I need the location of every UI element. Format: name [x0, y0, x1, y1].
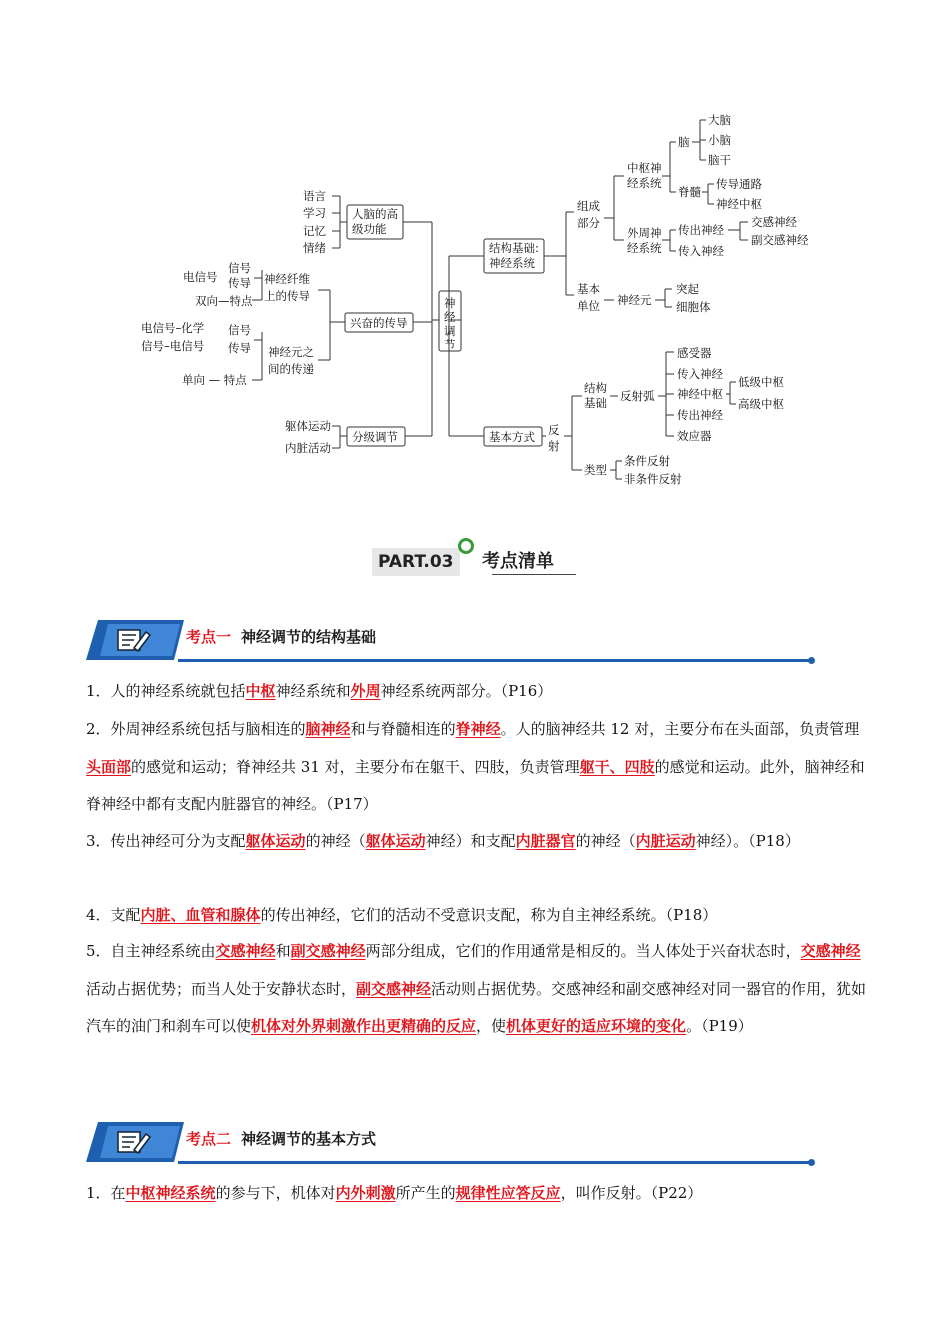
text-run: 的神经（: [575, 832, 636, 850]
higher-item: 情绪: [303, 241, 326, 255]
paragraph-2: [86, 711, 872, 824]
text-run: 神经系统两部分。（P16）: [380, 682, 553, 700]
fiber-label: 上的传导: [264, 289, 310, 303]
part-tag: PART.03: [372, 548, 460, 576]
brain-part: 大脑: [708, 113, 731, 127]
text-run: 神经系统和: [275, 682, 351, 700]
structure-label: 结构基础:: [489, 241, 539, 255]
text-run: 5．自主神经系统由: [86, 942, 216, 960]
text-run: ，叫作反射。（P22）: [560, 1184, 703, 1202]
fiber-label: 神经纤维: [264, 272, 310, 286]
reflex-label: 射: [548, 439, 560, 453]
text-run: 1．人的神经系统就包括: [86, 682, 246, 700]
spinal-part: 传导通路: [716, 177, 762, 191]
arc-part: 传出神经: [677, 408, 723, 422]
section-rule: [178, 659, 810, 662]
key-term: 脑神经: [305, 720, 351, 738]
brain-part: 脑干: [708, 153, 731, 167]
key-term: 中枢: [245, 682, 276, 700]
higher-item: 记忆: [303, 224, 326, 238]
key-term: 躯干、四肢: [579, 757, 655, 776]
section-header: [86, 620, 814, 664]
key-term: 内脏器官: [515, 832, 576, 850]
synapse-left: 单向 — 特点: [182, 373, 247, 387]
synapse-label: 神经元之: [268, 345, 314, 359]
center-char: 节: [444, 338, 456, 352]
key-term: 内脏运动: [635, 832, 696, 850]
efferent-part: 交感神经: [751, 215, 797, 229]
arc-part: 传入神经: [677, 367, 723, 381]
key-term: 副交感神经: [290, 942, 366, 960]
text-run: 活动占据优势；而当人处于安静状态时，: [86, 979, 357, 998]
arc-label: 反射弧: [620, 389, 655, 403]
section-dot: [808, 657, 815, 664]
key-term: 外周: [350, 682, 381, 700]
graded-item: 内脏活动: [285, 441, 331, 455]
text-run: 的感觉和运动。此外，脑神经和脊神经中都有支配内脏器官的神经。（P17）: [86, 757, 865, 813]
synapse-left: 信号–电信号: [141, 339, 205, 353]
fiber-left: 双向—特点: [195, 294, 253, 308]
synapse-left: 电信号–化学: [141, 321, 205, 335]
key-term: 机体更好的适应环境的变化: [506, 1017, 687, 1035]
cns-label: 中枢神: [627, 161, 662, 175]
unit-label: 基本: [577, 282, 600, 296]
graded-label: 分级调节: [352, 430, 398, 444]
graded-item: 躯体运动: [285, 419, 331, 433]
text-run: 和与脊髓相连的: [350, 720, 456, 738]
brain-part: 小脑: [708, 133, 731, 147]
efferent-label: 传出神经: [678, 223, 724, 237]
neuron-part: 突起: [676, 282, 699, 296]
edit-note-icon: [86, 1122, 184, 1162]
center-part: 高级中枢: [738, 397, 784, 411]
part-header: [372, 544, 592, 584]
text-run: 和: [275, 942, 291, 960]
neuron-label: 神经元: [617, 293, 652, 307]
key-term: 躯体运动: [245, 832, 306, 850]
type-item: 非条件反射: [624, 472, 682, 486]
key-term: 机体对外界刺激作出更精确的反应: [251, 1017, 477, 1035]
composition-label: 组成: [577, 199, 600, 213]
center-char: 经: [444, 310, 456, 324]
cns-label: 经系统: [627, 176, 662, 190]
afferent-label: 传入神经: [678, 244, 724, 258]
synapse-mid: 传导: [228, 341, 251, 355]
text-run: 3．传出神经可分为支配: [86, 832, 246, 850]
paragraph-3: [86, 823, 872, 861]
method-label: 基本方式: [489, 430, 535, 444]
key-term: 内外刺激: [335, 1184, 396, 1202]
section-title: [186, 626, 376, 647]
unit-label: 单位: [577, 299, 600, 313]
composition-label: 部分: [577, 216, 600, 230]
center-char: 调: [444, 324, 456, 338]
higher-item: 语言: [303, 189, 326, 203]
synapse-mid: 信号: [228, 323, 251, 337]
text-run: 所产生的: [395, 1184, 456, 1202]
neuron-part: 细胞体: [676, 300, 711, 314]
key-term: 内脏、血管和腺体: [140, 906, 261, 924]
section-key: 考点二: [186, 1130, 232, 1148]
type-item: 条件反射: [624, 454, 670, 468]
efferent-part: 副交感神经: [751, 233, 809, 247]
section-title-text: 神经调节的基本方式: [241, 1130, 377, 1148]
text-run: 1．在: [86, 1184, 126, 1202]
section-dot: [808, 1159, 815, 1166]
fiber-left: 电信号: [183, 270, 218, 284]
text-run: 两部分组成，它们的作用通常是相反的。当人体处于兴奋状态时，: [365, 942, 801, 960]
text-run: 2．外周神经系统包括与脑相连的: [86, 720, 306, 738]
conduction-label: 兴奋的传导: [350, 316, 408, 330]
center-char: 神: [444, 296, 456, 310]
key-term: 躯体运动: [365, 832, 426, 850]
key-term: 中枢神经系统: [125, 1184, 216, 1202]
key-term: 副交感神经: [356, 979, 432, 998]
pns-label: 经系统: [627, 241, 662, 255]
structure-label: 神经系统: [489, 256, 535, 270]
basis-label: 结构: [584, 381, 607, 395]
basis-label: 基础: [584, 396, 607, 410]
section-rule: [178, 1161, 810, 1164]
text-run: ，使: [476, 1017, 507, 1035]
fiber-mid: 传导: [228, 276, 251, 290]
paragraph-reflex-1: [86, 1175, 872, 1213]
higher-item: 学习: [303, 206, 326, 220]
types-label: 类型: [584, 463, 607, 477]
text-run: 活动则占据优势。交感神经和副交感神经对同一器官的作用，犹如汽车的油门和刹车可以使: [86, 979, 867, 1035]
arc-part: 感受器: [677, 346, 712, 360]
reflex-label: 反: [548, 423, 560, 437]
part-underline: [492, 574, 576, 575]
mind-map: [0, 0, 950, 520]
key-term: 规律性应答反应: [455, 1184, 561, 1202]
key-term: 头面部: [86, 757, 132, 776]
section-title-text: 神经调节的结构基础: [241, 628, 377, 646]
text-run: 。（P19）: [686, 1017, 753, 1035]
arc-part: 效应器: [677, 429, 712, 443]
key-term: 交感神经: [800, 942, 861, 960]
higher-box-line: 级功能: [352, 222, 387, 236]
section-key: 考点一: [186, 628, 232, 646]
higher-box-line: 人脑的高: [352, 207, 398, 221]
section-header: [86, 1122, 814, 1166]
text-run: 。人的脑神经共 12 对，主要分布在头面部，负责管理: [500, 720, 860, 738]
part-title: 考点清单: [482, 551, 554, 572]
arc-part: 神经中枢: [677, 387, 723, 401]
paragraph-5: [86, 933, 872, 1046]
fiber-mid: 信号: [228, 261, 251, 275]
spinal-label: 脊髓: [678, 185, 701, 199]
pns-label: 外周神: [627, 226, 662, 240]
text-run: 的传出神经，它们的活动不受意识支配，称为自主神经系统。（P18）: [260, 906, 718, 924]
text-run: 神经）。（P18）: [695, 832, 800, 850]
text-run: 的参与下，机体对: [215, 1184, 336, 1202]
section-title: [186, 1128, 376, 1149]
key-term: 交感神经: [215, 942, 276, 960]
edit-note-icon: [86, 620, 184, 660]
synapse-label: 间的传递: [268, 362, 314, 376]
text-run: 的感觉和运动；脊神经共 31 对，主要分布在躯干、四肢，负责管理: [131, 757, 580, 776]
center-part: 低级中枢: [738, 375, 784, 389]
paragraph-1: [86, 673, 872, 711]
text-run: 的神经（: [305, 832, 366, 850]
paragraph-4: [86, 897, 872, 935]
key-term: 脊神经: [455, 720, 501, 738]
brain-label: 脑: [678, 135, 690, 149]
ring-icon: [458, 538, 474, 554]
text-run: 神经）和支配: [425, 832, 516, 850]
spinal-part: 神经中枢: [716, 197, 762, 211]
text-run: 4．支配: [86, 906, 141, 924]
